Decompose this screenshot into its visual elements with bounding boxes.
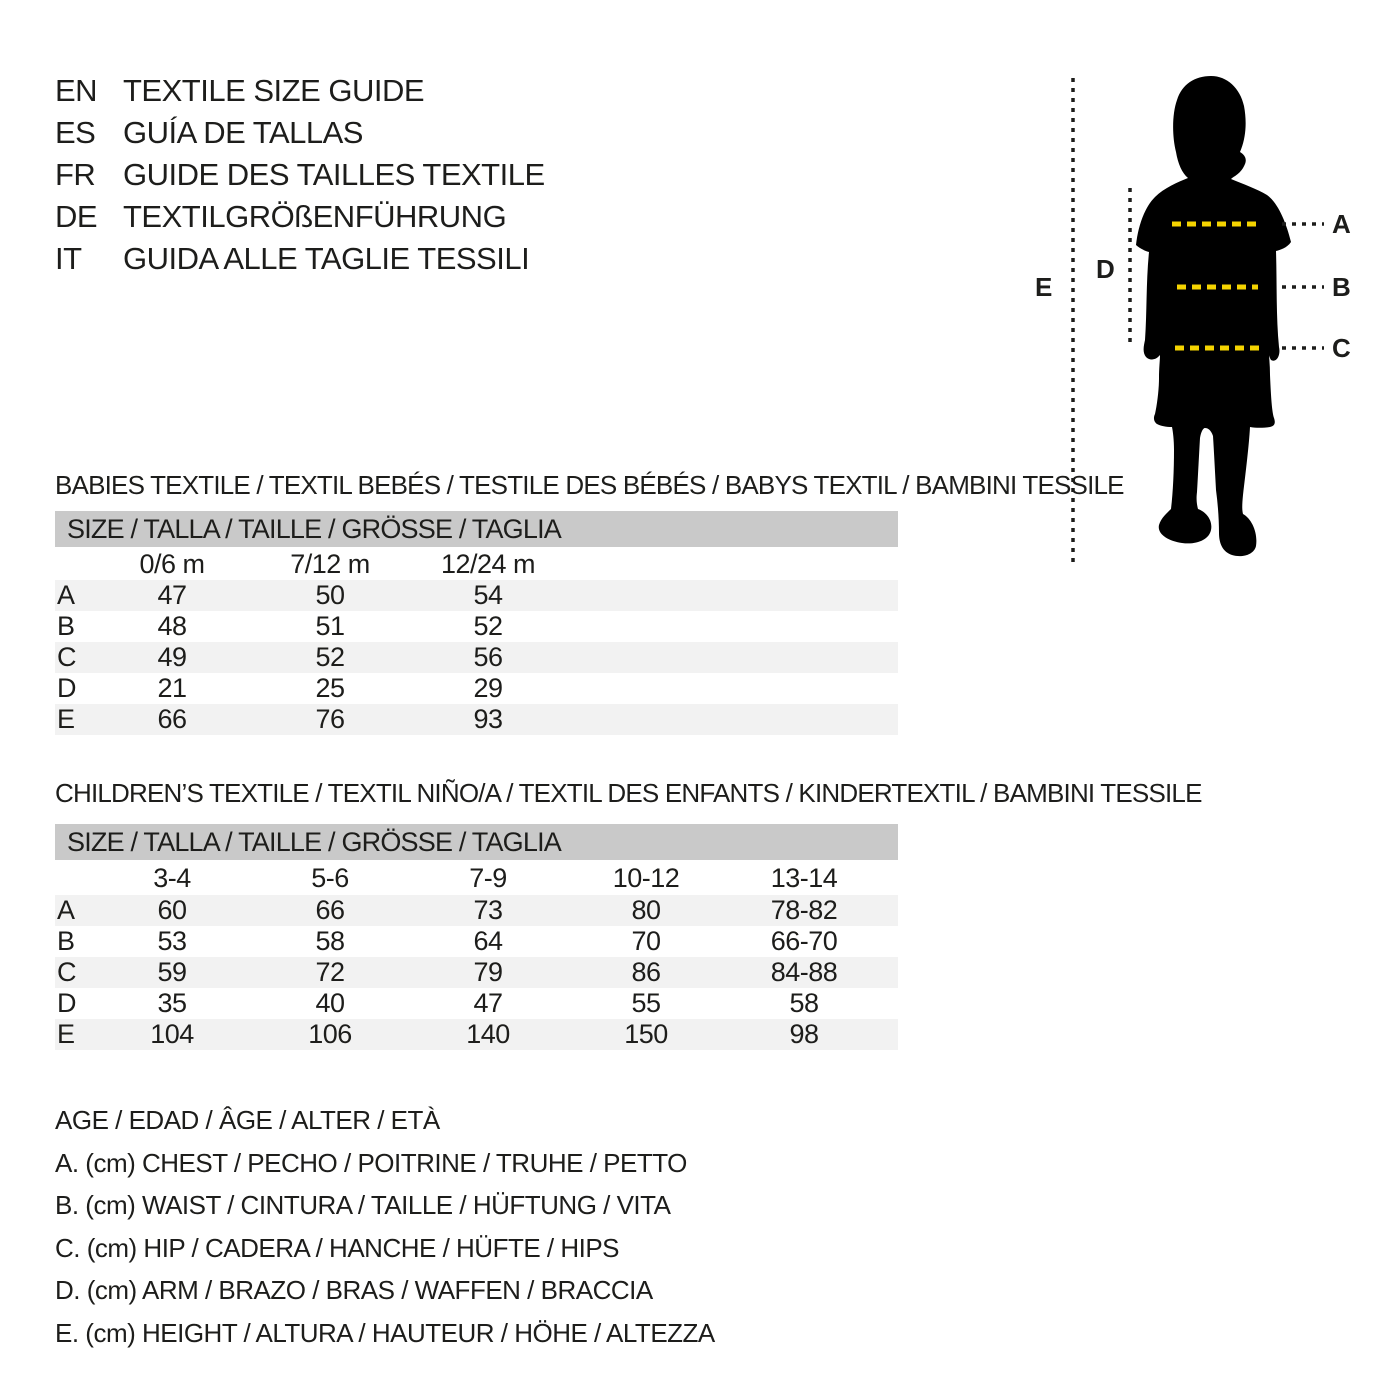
language-code: EN — [55, 73, 98, 108]
table-cell: 86 — [631, 957, 661, 987]
row-label: C — [57, 957, 76, 987]
language-title: GUIDA ALLE TAGLIE TESSILI — [123, 241, 530, 276]
babies-size-header-bar: SIZE / TALLA / TAILLE / GRÖSSE / TAGLIA — [55, 511, 898, 547]
table-cell: 40 — [315, 988, 345, 1018]
table-cell: 66 — [157, 704, 187, 734]
row-label: A — [57, 895, 75, 925]
table-cell: 150 — [624, 1019, 668, 1049]
table-cell: 64 — [473, 926, 503, 956]
language-title: GUÍA DE TALLAS — [123, 115, 363, 150]
legend-item-hip: C. (cm) HIP / CADERA / HANCHE / HÜFTE / HIPS — [55, 1232, 620, 1263]
children-size-table — [55, 862, 898, 1050]
table-row — [55, 611, 898, 642]
row-label: A — [57, 580, 75, 610]
table-cell: 73 — [473, 895, 503, 925]
table-cell: 78-82 — [770, 895, 838, 925]
children-column-header-row — [55, 862, 898, 895]
legend-item-arm: D. (cm) ARM / BRAZO / BRAS / WAFFEN / BRACCIA — [55, 1275, 653, 1305]
table-cell: 58 — [315, 926, 345, 956]
marker-label-d: D — [1096, 254, 1115, 284]
child-silhouette-icon — [1136, 76, 1291, 556]
table-row — [55, 957, 898, 988]
language-title: TEXTILGRÖßENFÜHRUNG — [123, 199, 507, 234]
table-cell: 29 — [473, 673, 503, 703]
language-row-de — [55, 196, 545, 238]
row-label: C — [57, 642, 76, 672]
column-header: 3-4 — [153, 863, 191, 893]
table-cell: 54 — [473, 580, 503, 610]
column-header: 5-6 — [311, 863, 349, 893]
table-cell: 59 — [157, 957, 187, 987]
table-cell: 66 — [315, 895, 345, 925]
table-cell: 58 — [789, 988, 819, 1018]
table-cell: 52 — [473, 611, 503, 641]
babies-size-table — [55, 549, 898, 735]
language-title-list — [55, 70, 545, 280]
table-cell: 84-88 — [770, 957, 838, 987]
table-cell: 25 — [315, 673, 345, 703]
legend-item-height: E. (cm) HEIGHT / ALTURA / HAUTEUR / HÖHE / ALTEZZA — [55, 1317, 715, 1348]
table-cell: 50 — [315, 580, 345, 610]
table-cell: 56 — [473, 642, 503, 672]
table-cell: 70 — [631, 926, 661, 956]
language-row-it — [55, 238, 545, 280]
table-cell: 55 — [631, 988, 661, 1018]
table-cell: 106 — [308, 1019, 352, 1049]
table-cell: 72 — [315, 957, 345, 987]
column-header: 13-14 — [770, 863, 838, 893]
language-code: IT — [55, 241, 82, 276]
table-cell: 47 — [473, 988, 503, 1018]
row-label: B — [57, 611, 75, 641]
legend-item-waist: B. (cm) WAIST / CINTURA / TAILLE / HÜFTUNG / VITA — [55, 1190, 671, 1220]
table-cell: 52 — [315, 642, 345, 672]
table-cell: 66-70 — [770, 926, 838, 956]
table-cell: 51 — [315, 611, 345, 641]
column-header: 7/12 m — [290, 549, 370, 579]
table-row — [55, 895, 898, 926]
table-cell: 47 — [157, 580, 187, 610]
table-cell: 60 — [157, 895, 187, 925]
table-cell: 104 — [150, 1019, 194, 1049]
language-title: TEXTILE SIZE GUIDE — [123, 73, 425, 108]
legend-age-line: AGE / EDAD / ÂGE / ALTER / ETÀ — [55, 1105, 440, 1135]
table-row — [55, 642, 898, 673]
row-label: E — [57, 704, 75, 734]
language-row-fr — [55, 154, 545, 196]
table-cell: 48 — [157, 611, 187, 641]
row-label: E — [57, 1019, 75, 1049]
language-code: ES — [55, 115, 96, 150]
language-title: GUIDE DES TAILLES TEXTILE — [123, 157, 545, 192]
children-section-title: CHILDREN’S TEXTILE / TEXTIL NIÑO/A / TEXTIL DES ENFANTS / KINDERTEXTIL / BAMBINI TESSILE — [55, 778, 1202, 808]
babies-column-header-row — [55, 549, 898, 580]
table-cell: 79 — [473, 957, 503, 987]
table-row — [55, 926, 898, 957]
column-header: 12/24 m — [440, 549, 536, 579]
column-header: 7-9 — [469, 863, 507, 893]
marker-label-a: A — [1332, 209, 1351, 239]
table-row — [55, 673, 898, 704]
table-row — [55, 704, 898, 735]
row-label: D — [57, 988, 76, 1018]
table-row — [55, 1019, 898, 1050]
language-code: FR — [55, 157, 96, 192]
column-header: 0/6 m — [139, 549, 205, 579]
table-row — [55, 580, 898, 611]
table-cell: 140 — [466, 1019, 510, 1049]
table-cell: 21 — [157, 673, 187, 703]
language-row-es — [55, 112, 545, 154]
children-size-header-bar: SIZE / TALLA / TAILLE / GRÖSSE / TAGLIA — [55, 824, 898, 860]
row-label: D — [57, 673, 76, 703]
marker-label-e: E — [1035, 272, 1053, 302]
table-cell: 53 — [157, 926, 187, 956]
table-cell: 35 — [157, 988, 187, 1018]
legend-item-chest: A. (cm) CHEST / PECHO / POITRINE / TRUHE / PETTO — [55, 1147, 687, 1178]
row-label: B — [57, 926, 75, 956]
table-cell: 76 — [315, 704, 345, 734]
table-row — [55, 988, 898, 1019]
column-header: 10-12 — [612, 863, 680, 893]
table-cell: 93 — [473, 704, 503, 734]
babies-section-title: BABIES TEXTILE / TEXTIL BEBÉS / TESTILE DES BÉBÉS / BABYS TEXTIL / BAMBINI TESSILE — [55, 470, 1124, 500]
language-code: DE — [55, 199, 98, 234]
measurement-legend — [55, 1099, 715, 1354]
marker-label-c: C — [1332, 333, 1351, 363]
table-cell: 80 — [631, 895, 661, 925]
table-cell: 98 — [789, 1019, 819, 1049]
table-cell: 49 — [157, 642, 187, 672]
marker-label-b: B — [1332, 272, 1351, 302]
measurement-figure — [1030, 60, 1400, 580]
language-row-en — [55, 70, 545, 112]
